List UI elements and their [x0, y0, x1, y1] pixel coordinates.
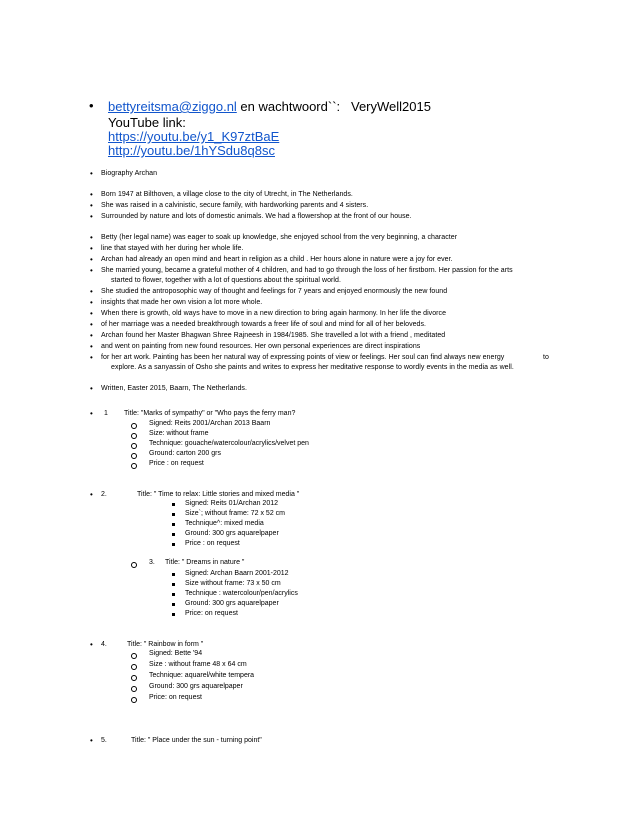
bio-line: Born 1947 at Bilthoven, a village close to the city of Utrecht, in The Netherlands. — [101, 191, 353, 198]
bio-line: for her art work. Painting has been her natural way of expressing points of view or feelings. Her soul can find always new energy — [101, 354, 505, 361]
bullet-icon: • — [90, 320, 93, 329]
bio-line: Surrounded by nature and lots of domestic animals. We had a flowershop at the front of our house. — [101, 213, 412, 220]
work-signed: Signed: Archan Baarn 2001-2012 — [185, 570, 289, 577]
work-number: 1 — [104, 410, 108, 417]
written-note: Written, Easter 2015, Baarn, The Netherlands. — [101, 385, 247, 392]
bio-line: Betty (her legal name) was eager to soak up knowledge, she enjoyed school from the very beginning, a character — [101, 234, 458, 241]
bio-line: and went on painting from new found resources. Her own personal experiences are direct inspirations — [101, 343, 421, 350]
bio-line: started to flower, together with a lot of questions about the spiritual world. — [111, 277, 341, 284]
circle-bullet-icon — [131, 675, 137, 681]
bullet-icon: • — [90, 409, 93, 418]
bullet-icon: • — [89, 98, 94, 113]
bio-line: She married young, became a grateful mother of 4 children, and had to go through the loss of her firstborn. Her passion for the arts — [101, 267, 513, 274]
password-text: VeryWell2015 — [350, 99, 431, 114]
bullet-icon: • — [90, 640, 93, 649]
bullet-icon: • — [90, 309, 93, 318]
bullet-icon: • — [90, 233, 93, 242]
youtube-link-1[interactable]: https://youtu.be/y1_K97ztBaE — [108, 129, 280, 144]
circle-bullet-icon — [131, 664, 137, 670]
bullet-icon: • — [90, 490, 93, 499]
square-bullet-icon — [172, 583, 175, 586]
work-technique: Technique: aquarel/white tempera — [149, 672, 255, 679]
work-price: Price: on request — [149, 694, 202, 701]
square-bullet-icon — [172, 533, 175, 536]
bio-line-end: to — [543, 354, 549, 361]
circle-bullet-icon — [131, 697, 137, 703]
bullet-icon: • — [90, 287, 93, 296]
work-signed: Signed: Bette '94 — [149, 650, 203, 657]
work-signed: Signed: Reits 01/Archan 2012 — [185, 500, 279, 507]
work-title: Title: " Dreams in nature " — [165, 559, 245, 566]
square-bullet-icon — [172, 593, 175, 596]
bullet-icon: • — [90, 169, 93, 178]
square-bullet-icon — [172, 513, 175, 516]
work-price: Price: on request — [185, 610, 238, 617]
work-title: Title: " Place under the sun - turning point" — [131, 737, 262, 744]
bullet-icon: • — [90, 190, 93, 199]
work-ground: Ground: 300 grs aquarelpaper — [185, 600, 279, 607]
circle-bullet-icon — [131, 453, 137, 459]
youtube-label: YouTube link: — [108, 115, 186, 130]
square-bullet-icon — [172, 543, 175, 546]
work-number: 4. — [101, 641, 107, 648]
bullet-icon: • — [90, 298, 93, 307]
bullet-icon: • — [90, 266, 93, 275]
circle-bullet-icon — [131, 433, 137, 439]
work-size: Size: without frame — [149, 430, 209, 437]
bio-line: explore. As a sanyassin of Osho she paints and writes to express her meditative response to wordly events in the media as well. — [111, 364, 514, 371]
circle-bullet-icon — [131, 443, 137, 449]
work-size: Size without frame: 73 x 50 cm — [185, 580, 281, 587]
work-ground: Ground: carton 200 grs — [149, 450, 221, 457]
circle-bullet-icon — [131, 423, 137, 429]
bio-line: When there is growth, old ways have to move in a new direction to bring again harmony. In her life the divorce — [101, 310, 447, 317]
bio-line: line that stayed with her during her whole life. — [101, 245, 244, 252]
work-technique: Technique: gouache/watercolour/acrylics/velvet pen — [149, 440, 309, 447]
bullet-icon: • — [90, 255, 93, 264]
email-line — [108, 99, 431, 114]
bullet-icon: • — [90, 736, 93, 745]
work-number: 3. — [149, 559, 155, 566]
work-ground: Ground: 300 grs aquarelpaper — [149, 683, 243, 690]
work-title: Title: "Marks of sympathy" or "Who pays the ferry man? — [124, 410, 296, 417]
work-price: Price : on request — [149, 460, 204, 467]
email-suffix: en wachtwoord``: — [236, 99, 341, 114]
work-technique: Technique : watercolour/pen/acrylics — [185, 590, 298, 597]
bio-line: She studied the antroposophic way of thought and feelings for 7 years and enjoyed enormously the new found — [101, 288, 448, 295]
youtube-link-2[interactable]: http://youtu.be/1hYSdu8q8sc — [108, 143, 275, 158]
bio-heading: Biography Archan — [101, 170, 158, 177]
square-bullet-icon — [172, 603, 175, 606]
work-technique: Technique^: mixed media — [185, 520, 264, 527]
bullet-icon: • — [90, 201, 93, 210]
circle-bullet-icon — [131, 686, 137, 692]
bio-line: of her marriage was a needed breakthrough towards a freer life of soul and mind for all of her beloveds. — [101, 321, 427, 328]
work-price: Price : on request — [185, 540, 240, 547]
bio-line: insights that made her own vision a lot more whole. — [101, 299, 263, 306]
work-number: 5. — [101, 737, 107, 744]
bullet-icon: • — [90, 244, 93, 253]
square-bullet-icon — [172, 573, 175, 576]
square-bullet-icon — [172, 503, 175, 506]
square-bullet-icon — [172, 613, 175, 616]
square-bullet-icon — [172, 523, 175, 526]
bullet-icon: • — [90, 331, 93, 340]
bio-line: She was raised in a calvinistic, secure family, with hardworking parents and 4 sisters. — [101, 202, 369, 209]
work-size: Size`; without frame: 72 x 52 cm — [185, 510, 285, 517]
bullet-icon: • — [90, 353, 93, 362]
work-title: Title: " Rainbow in form " — [127, 641, 204, 648]
bullet-icon: • — [90, 212, 93, 221]
work-size: Size : without frame 48 x 64 cm — [149, 661, 247, 668]
bullet-icon: • — [90, 342, 93, 351]
bio-line: Archan found her Master Bhagwan Shree Rajneesh in 1984/1985. She travelled a lot with a friend , meditated — [101, 332, 446, 339]
work-ground: Ground: 300 grs aquarelpaper — [185, 530, 279, 537]
email-link[interactable]: bettyreitsma@ziggo.nl — [108, 99, 237, 114]
work-number: 2. — [101, 491, 107, 498]
work-signed: Signed: Reits 2001/Archan 2013 Baarn — [149, 420, 271, 427]
circle-bullet-icon — [131, 562, 137, 568]
circle-bullet-icon — [131, 653, 137, 659]
work-title: Title: " Time to relax: Little stories and mixed media " — [137, 491, 300, 498]
bullet-icon: • — [90, 384, 93, 393]
circle-bullet-icon — [131, 463, 137, 469]
bio-line: Archan had already an open mind and heart in religion as a child . Her hours alone in nature were a joy for ever. — [101, 256, 453, 263]
